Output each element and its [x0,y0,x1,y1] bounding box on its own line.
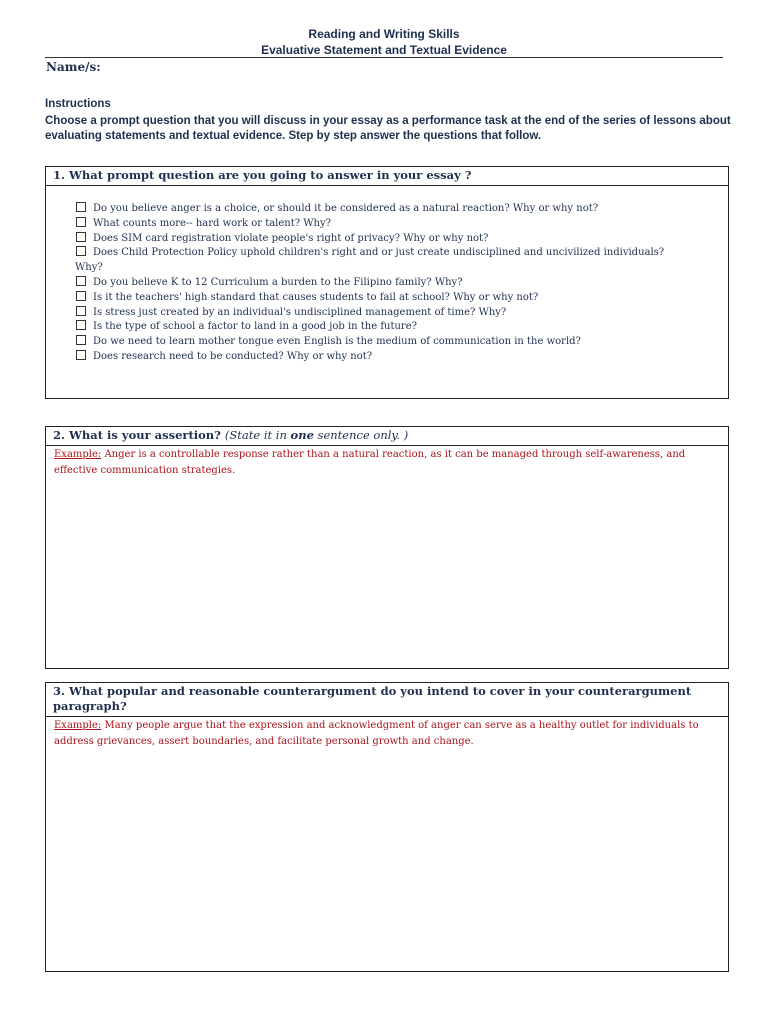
document-title: Reading and Writing Skills [308,27,460,41]
question-item: Is the type of school a factor to land in a good job in the future? [76,320,664,335]
question-item: Does Child Protection Policy uphold children's right and or just create undisciplined and uncivilized individuals? [76,246,664,261]
instructions-title: Instructions [45,98,111,110]
example-label: Example: [54,720,102,731]
question-item: What counts more-- hard work or talent? Why? [76,217,664,232]
question-item: Is stress just created by an individual's undisciplined management of time? Why? [76,306,664,321]
name-label: Name/s: [46,60,101,74]
checkbox[interactable] [76,335,86,345]
section3-heading: 3. What popular and reasonable counterargument do you intend to cover in your counterargument paragraph? [46,683,728,717]
example-text: Anger is a controllable response rather than a natural reaction, as it can be managed through self-awareness, and effective communication strategies. [54,449,686,476]
document-subtitle: Evaluative Statement and Textual Evidence [261,43,507,57]
example-text: Many people argue that the expression and acknowledgment of anger can serve as a healthy outlet for individuals to address grievances, assert boundaries, and facilitate personal growth and change. [54,720,699,747]
counterargument-box [45,682,729,972]
header-divider [45,57,723,58]
checkbox[interactable] [76,202,86,212]
section1-heading: 1. What prompt question are you going to answer in your essay ? [46,167,728,186]
checkbox[interactable] [76,320,86,330]
question-item: Do we need to learn mother tongue even English is the medium of communication in the world? [76,335,664,350]
assertion-answer-area[interactable] [46,446,728,479]
prompt-question-box [45,166,729,399]
example-label: Example: [54,449,102,460]
checkbox[interactable] [76,276,86,286]
question-item: Do you believe K to 12 Curriculum a burden to the Filipino family? Why? [76,276,664,291]
checkbox[interactable] [76,291,86,301]
checkbox[interactable] [76,232,86,242]
question-item: Is it the teachers' high standard that causes students to fail at school? Why or why not? [76,291,664,306]
section2-heading: 2. What is your assertion? (State it in one sentence only. ) [46,427,728,446]
section2-note: (State it in one sentence only. ) [224,428,409,442]
assertion-box [45,426,729,669]
prompt-question-list [76,202,664,365]
checkbox[interactable] [76,306,86,316]
counterargument-answer-area[interactable] [46,717,728,750]
question-item: Do you believe anger is a choice, or should it be considered as a natural reaction? Why or why not? [76,202,664,217]
instructions-text: Choose a prompt question that you will discuss in your essay as a performance task at the end of the series of lessons about evaluating statements and textual evidence. Step by step answer the questions that follow. [45,115,731,142]
question-item-continuation: Why? [75,262,103,274]
question-item: Does research need to be conducted? Why or why not? [76,350,664,365]
checkbox[interactable] [76,246,86,256]
checkbox[interactable] [76,217,86,227]
question-item: Does SIM card registration violate people's right of privacy? Why or why not? [76,232,664,247]
checkbox[interactable] [76,350,86,360]
